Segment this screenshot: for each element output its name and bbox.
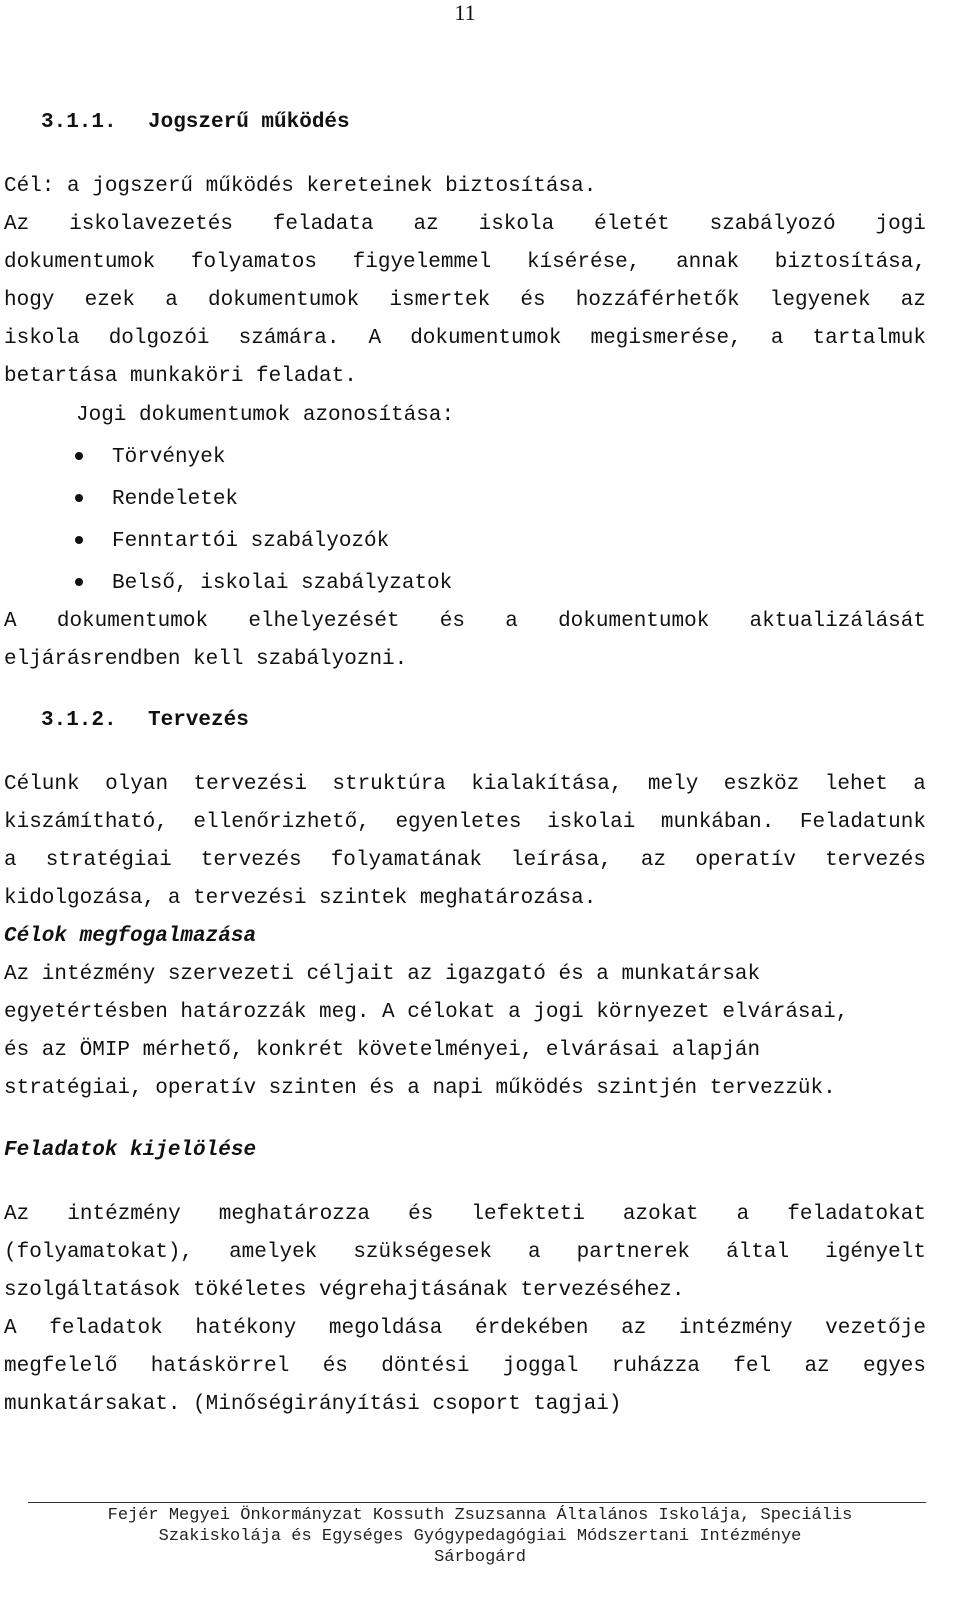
word: ismertek [389,289,491,312]
word: amelyek [229,1241,318,1264]
paragraph-line: kidolgozása, a tervezési szintek meghatározása. [4,887,597,910]
word: megoldása [328,1317,443,1340]
paragraph-line: és az ÖMIP mérhető, konkrét követelményei, elvárásai alapján [4,1039,761,1062]
word: joggal [502,1355,579,1378]
word: és [520,289,546,312]
word: dolgozói [108,327,210,350]
word: iskolavezetés [69,213,233,236]
word: legyenek [769,289,871,312]
word: kiszámítható, [4,811,168,834]
word: életét [594,213,670,236]
section-title: Jogszerű működés [148,111,350,134]
word: a [736,1203,750,1226]
word: dokumentumok [4,251,156,274]
word: számára. [238,327,340,350]
footer-line: Sárbogárd [434,1548,526,1567]
word: hogy [4,289,55,312]
word: egyes [862,1355,926,1378]
paragraph-line-justified [4,213,926,237]
word: (folyamatokat), [4,1241,194,1264]
word: partnerek [576,1241,691,1264]
word: szabályozó [709,213,836,236]
footer-rule [28,1502,926,1503]
paragraph-line-justified [4,327,926,351]
word: a [913,773,926,796]
word: hozzáférhetők [575,289,740,312]
word: jogi [875,213,926,236]
word: a [4,849,17,872]
list-intro: Jogi dokumentumok azonosítása: [76,404,455,427]
word: a [505,610,518,633]
bullet-icon [75,536,83,544]
list-item: Rendeletek [112,488,239,511]
section-title: Tervezés [148,709,249,732]
paragraph-line-justified [4,773,926,797]
paragraph-line-justified [4,1355,926,1379]
paragraph-line-justified [4,811,926,835]
list-item: Törvények [112,446,226,469]
bullet-icon [75,494,83,502]
word: lefekteti [471,1203,585,1226]
list-item: Fenntartói szabályozók [112,530,390,553]
word: feladata [272,213,374,236]
word: operatív [695,849,797,872]
word: aktualizálását [749,610,926,633]
word: ruházza [611,1355,700,1378]
word: eszköz [723,773,800,796]
word: fel [733,1355,772,1378]
word: intézmény [679,1317,793,1340]
word: biztosítása, [774,251,926,274]
word: dokumentumok [56,610,209,633]
word: egyenletes [395,811,522,834]
word: ellenőrizhető, [193,811,370,834]
bullet-icon [75,578,83,586]
word: tervezési [193,773,307,796]
word: az [621,1317,647,1340]
section-number: 3.1.2. [41,709,117,732]
word: által [726,1241,790,1264]
word: az [804,1355,830,1378]
word: mely [647,773,699,796]
subheading: Célok megfogalmazása [4,925,257,948]
word: annak [676,251,740,274]
word: Célunk [4,773,80,796]
word: a [527,1241,541,1264]
paragraph-line-justified [4,1241,926,1265]
word: stratégiai [45,849,172,872]
word: figyelemmel [352,251,492,274]
paragraph-line: Cél: a jogszerű működés kereteinek biztosítása. [4,175,597,198]
word: a [770,327,784,350]
word: leírása, [511,849,612,872]
paragraph-line: eljárásrendben kell szabályozni. [4,648,408,671]
word: A [368,327,382,350]
word: iskola [4,327,80,350]
paragraph-line: stratégiai, operatív szinten és a napi működés szintjén tervezzük. [4,1077,836,1100]
word: lehet [824,773,888,796]
paragraph-line: egyetértésben határozzák meg. A célokat a jogi környezet elvárásai, [4,1001,849,1024]
word: tervezés [825,849,926,872]
word: ezek [84,289,136,312]
word: iskolai [547,811,636,834]
paragraph-line-justified [4,1203,926,1227]
paragraph-line-justified [4,289,926,313]
list-item: Belső, iskolai szabályzatok [112,572,453,595]
subheading: Feladatok kijelölése [4,1139,257,1162]
footer-line: Fejér Megyei Önkormányzat Kossuth Zsuzsanna Általános Iskolája, Speciális [107,1506,853,1525]
word: és [408,1203,434,1226]
paragraph-line-justified [4,1317,926,1341]
word: munkában. [660,811,775,834]
paragraph-line-justified [4,849,926,873]
footer-line: Szakiskolája és Egységes Gyógypedagógiai Módszertani Intézménye [158,1527,802,1546]
paragraph-line: munkatársakat. (Minőségirányítási csoport tagjai) [4,1393,622,1416]
word: megfelelő [4,1355,118,1378]
word: dokumentumok [207,289,360,312]
word: az [900,289,926,312]
word: a [165,289,178,312]
word: Az [4,213,30,236]
word: megismerése, [590,327,742,350]
word: és [439,610,465,633]
word: tartalmuk [812,327,926,350]
word: kísérése, [526,251,641,274]
word: struktúra [332,773,446,796]
word: intézmény [67,1203,181,1226]
word: Az [4,1203,30,1226]
word: Feladatunk [799,811,926,834]
word: folyamatának [330,849,482,872]
word: iskola [478,213,555,236]
bullet-icon [75,452,83,460]
word: olyan [105,773,169,796]
word: A [4,610,17,633]
page-number: 11 [454,0,476,25]
word: elhelyezését [248,610,400,633]
word: azokat [622,1203,699,1226]
word: vezetője [825,1317,926,1340]
paragraph-line: Az intézmény szervezeti céljait az igazgató és a munkatársak [4,963,761,986]
word: hatáskörrel [150,1355,290,1378]
paragraph-line: szolgáltatások tökéletes végrehajtásának tervezéséhez. [4,1279,685,1302]
word: dokumentumok [410,327,562,350]
word: az [413,213,439,236]
word: dokumentumok [558,610,710,633]
word: kialakítása, [471,773,623,796]
paragraph-line: betartása munkaköri feladat. [4,365,357,388]
word: feladatok [49,1317,163,1340]
paragraph-line-justified [4,610,926,634]
word: igényelt [825,1241,926,1264]
section-number: 3.1.1. [41,111,117,134]
word: tervezés [200,849,302,872]
word: A [4,1317,17,1340]
word: feladatokat [787,1203,926,1226]
word: az [640,849,667,872]
word: és [322,1355,348,1378]
word: szükségesek [353,1241,492,1264]
word: döntési [381,1355,470,1378]
paragraph-line-justified [4,251,926,275]
word: folyamatos [190,251,317,274]
word: érdekében [475,1317,589,1340]
word: hatékony [195,1317,297,1340]
word: meghatározza [218,1203,371,1226]
